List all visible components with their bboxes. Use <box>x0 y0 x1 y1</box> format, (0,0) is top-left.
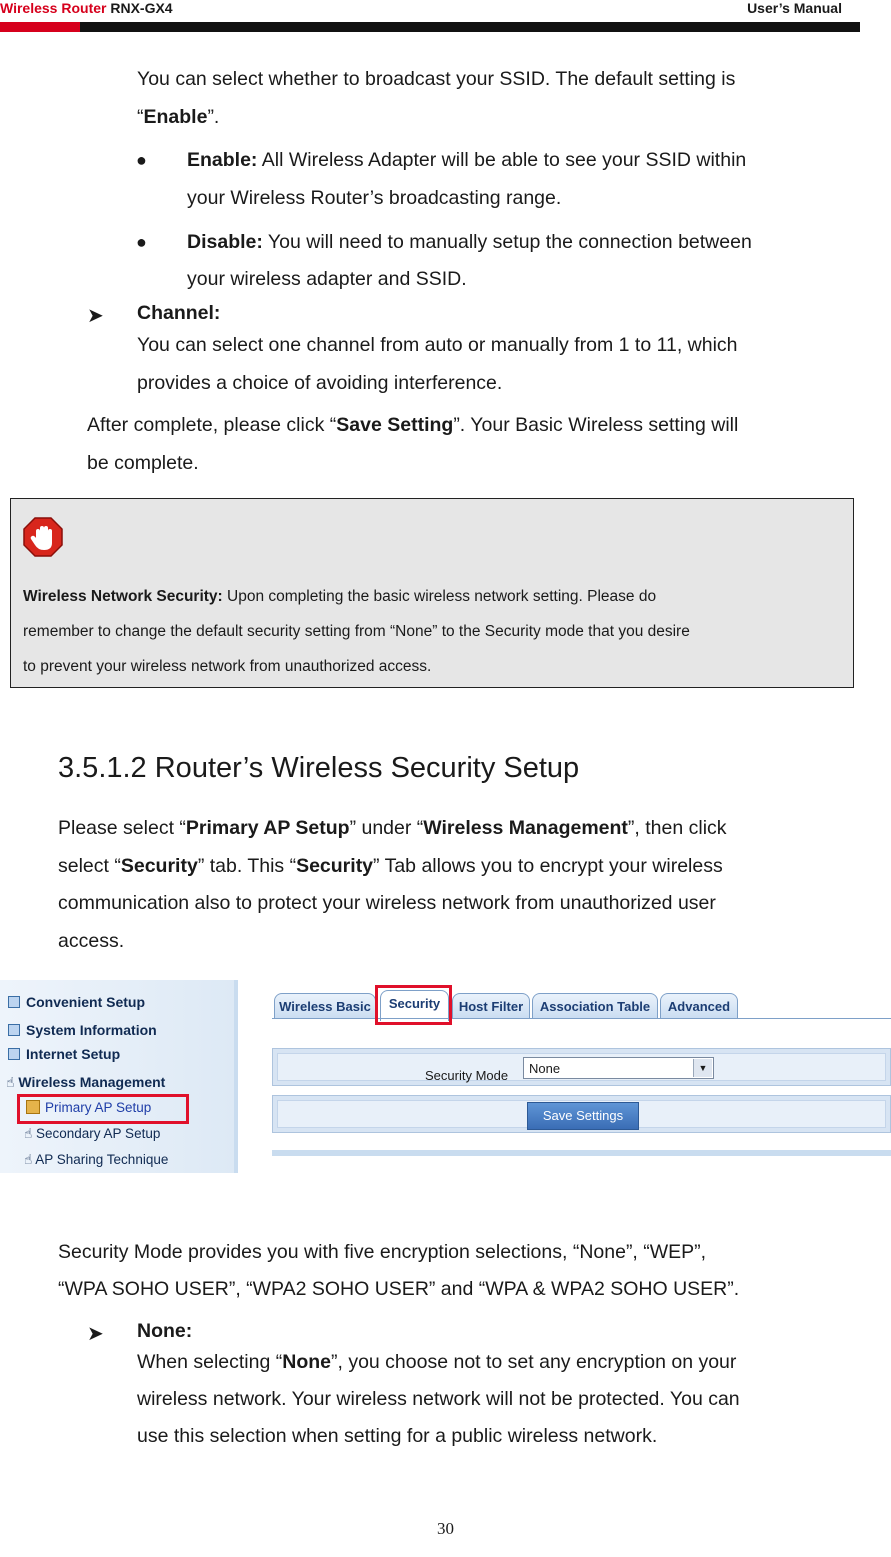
bullet-icon: ● <box>136 150 147 170</box>
sidebar-item-wireless-management[interactable]: ☝ Wireless Management <box>6 1074 166 1090</box>
header-manual-title: User’s Manual <box>747 0 842 16</box>
security-note-text: Wireless Network Security: Upon completing the basic wireless network setting. Please do remember to change the default security setting from “None” to the Security mode that you desire to prevent your wireless network from unauthorized access. <box>23 588 690 675</box>
sidebar-subitem-secondary-ap-setup[interactable]: ☝ Secondary AP Setup <box>24 1126 161 1141</box>
tab-association-table[interactable]: Association Table <box>532 993 658 1019</box>
none-line3: use this selection when setting for a public wireless network. <box>137 1425 658 1447</box>
bullet-icon: ● <box>136 232 147 252</box>
channel-line2: provides a choice of avoiding interference. <box>137 372 503 394</box>
page-icon <box>8 1024 20 1036</box>
header-brand: Wireless Router <box>0 0 107 16</box>
option-disable-line1: Disable: You will need to manually setup the connection between <box>187 231 752 253</box>
none-line2: wireless network. Your wireless network will not be protected. You can <box>137 1388 740 1410</box>
intro-line1: Please select “Primary AP Setup” under “Wireless Management”, then click <box>58 817 727 839</box>
hand-pointer-icon: ☝ <box>24 1152 33 1167</box>
modes-line1: Security Mode provides you with five encryption selections, “None”, “WEP”, <box>58 1241 707 1263</box>
intro-line3: communication also to protect your wireless network from unauthorized user <box>58 892 716 914</box>
intro-line4: access. <box>58 930 125 952</box>
channel-line1: You can select one channel from auto or manually from 1 to 11, which <box>137 334 738 356</box>
security-mode-label: Security Mode <box>425 1068 509 1083</box>
chevron-down-icon: ▼ <box>693 1059 712 1077</box>
option-enable-line2: your Wireless Router’s broadcasting range. <box>187 187 562 209</box>
option-enable-line1: Enable: All Wireless Adapter will be able to see your SSID within <box>187 149 747 171</box>
highlight-security-tab <box>375 985 452 1025</box>
header-product <box>0 0 173 16</box>
none-line1: When selecting “None”, you choose not to set any encryption on your <box>137 1351 737 1373</box>
section-title: 3.5.1.2 Router’s Wireless Security Setup <box>58 752 580 784</box>
page-icon <box>8 1048 20 1060</box>
tab-advanced[interactable]: Advanced <box>660 993 738 1019</box>
tab-host-filter[interactable]: Host Filter <box>452 993 530 1019</box>
hand-pointer-icon: ☝ <box>6 1074 15 1090</box>
hand-pointer-icon: ☝ <box>24 1126 33 1141</box>
sidebar <box>0 980 238 1173</box>
channel-term: Channel: <box>137 302 221 324</box>
arrow-bullet-icon: ➤ <box>87 1323 104 1345</box>
page-header <box>0 0 862 32</box>
sidebar-item-convenient-setup[interactable]: Convenient Setup <box>8 994 145 1010</box>
page-number: 30 <box>437 1519 454 1538</box>
intro-line2: select “Security” tab. This “Security” Tab allows you to encrypt your wireless <box>58 855 723 877</box>
after-line2: be complete. <box>87 452 199 474</box>
none-term: None: <box>137 1320 193 1342</box>
highlight-primary-ap-setup <box>17 1094 189 1124</box>
header-model: RNX-GX4 <box>106 0 173 16</box>
ssid-intro-line2: “Enable”. <box>137 106 220 128</box>
header-divider <box>0 22 860 32</box>
page-icon <box>8 996 20 1008</box>
sidebar-item-internet-setup[interactable]: Internet Setup <box>8 1046 120 1062</box>
after-line1: After complete, please click “Save Setting”. Your Basic Wireless setting will <box>87 414 739 436</box>
arrow-bullet-icon: ➤ <box>87 305 104 327</box>
tab-wireless-basic[interactable]: Wireless Basic <box>274 993 376 1019</box>
sidebar-subitem-primary-ap-setup[interactable]: Primary AP Setup <box>26 1100 151 1115</box>
security-mode-select[interactable]: None ▼ <box>523 1057 714 1079</box>
stop-hand-icon <box>23 517 63 557</box>
panel-bottom-border <box>272 1150 891 1156</box>
tab-underline <box>272 1018 891 1019</box>
option-disable-line2: your wireless adapter and SSID. <box>187 268 467 290</box>
ssid-intro-line1: You can select whether to broadcast your SSID. The default setting is <box>137 68 736 90</box>
tab-security[interactable]: Security <box>380 990 449 1021</box>
sidebar-item-system-information[interactable]: System Information <box>8 1022 157 1038</box>
save-settings-button[interactable]: Save Settings <box>527 1102 639 1130</box>
sidebar-subitem-ap-sharing[interactable]: ☝ AP Sharing Technique <box>24 1152 169 1167</box>
modes-line2: “WPA SOHO USER”, “WPA2 SOHO USER” and “WPA & WPA2 SOHO USER”. <box>58 1278 740 1300</box>
security-note-box <box>10 498 854 688</box>
